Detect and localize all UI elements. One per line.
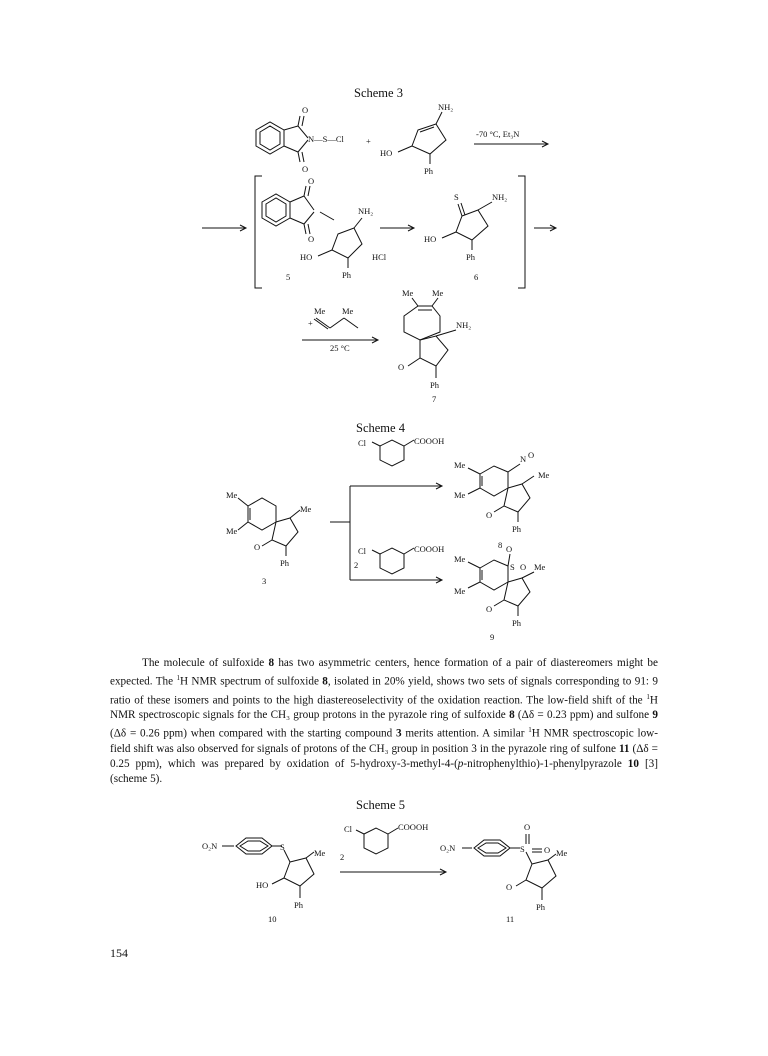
- svg-text:Me: Me: [226, 526, 238, 536]
- svg-text:7: 7: [432, 394, 437, 404]
- svg-text:NH₂: NH₂: [358, 206, 374, 216]
- svg-text:O: O: [506, 882, 513, 892]
- svg-text:N—S—Cl: N—S—Cl: [308, 134, 344, 144]
- svg-text:Cl: Cl: [358, 546, 367, 556]
- svg-text:Cl: Cl: [358, 438, 367, 448]
- page-number: 154: [110, 946, 128, 960]
- svg-text:O: O: [398, 362, 405, 372]
- svg-text:-70 °C, Et₃N: -70 °C, Et₃N: [476, 129, 520, 139]
- svg-text:Ph: Ph: [430, 380, 439, 390]
- svg-text:COOOH: COOOH: [414, 544, 445, 554]
- scheme3-figure: [0, 100, 768, 410]
- svg-text:NH₂: NH₂: [456, 320, 472, 330]
- svg-text:COOOH: COOOH: [414, 436, 445, 446]
- svg-text:Ph: Ph: [424, 166, 433, 176]
- svg-text:HO: HO: [380, 148, 393, 158]
- svg-text:HO: HO: [300, 252, 313, 262]
- svg-text:O: O: [486, 604, 493, 614]
- svg-text:O: O: [302, 105, 309, 115]
- svg-text:Ph: Ph: [512, 618, 521, 628]
- scheme5-title: Scheme 5: [356, 798, 405, 812]
- svg-text:O₂N: O₂N: [202, 841, 218, 851]
- svg-text:COOOH: COOOH: [398, 822, 429, 832]
- svg-text:NH₂: NH₂: [492, 192, 508, 202]
- svg-text:Cl: Cl: [344, 824, 353, 834]
- svg-text:S: S: [280, 842, 285, 852]
- svg-text:Me: Me: [226, 490, 238, 500]
- svg-text:3: 3: [262, 576, 267, 586]
- svg-text:9: 9: [490, 632, 495, 642]
- svg-text:Me: Me: [454, 460, 466, 470]
- svg-text:+: +: [366, 136, 371, 146]
- svg-text:11: 11: [506, 914, 515, 924]
- svg-text:Me: Me: [300, 504, 312, 514]
- svg-text:S: S: [454, 192, 459, 202]
- svg-text:N: N: [520, 454, 527, 464]
- svg-text:O: O: [544, 845, 551, 855]
- svg-text:Me: Me: [454, 490, 466, 500]
- svg-text:2: 2: [354, 560, 359, 570]
- svg-text:O: O: [506, 544, 513, 554]
- svg-text:+: +: [308, 318, 313, 328]
- svg-text:O: O: [254, 542, 261, 552]
- scheme4-figure: [0, 436, 768, 646]
- svg-text:O: O: [528, 450, 535, 460]
- svg-text:S: S: [510, 562, 515, 572]
- svg-text:O: O: [486, 510, 493, 520]
- svg-text:10: 10: [268, 914, 277, 924]
- svg-text:Me: Me: [534, 562, 546, 572]
- svg-text:Ph: Ph: [536, 902, 545, 912]
- svg-text:Ph: Ph: [466, 252, 475, 262]
- svg-text:O: O: [520, 562, 527, 572]
- svg-text:S: S: [520, 844, 525, 854]
- scheme5-figure: [0, 816, 768, 932]
- svg-text:8: 8: [498, 540, 503, 550]
- svg-text:Me: Me: [454, 554, 466, 564]
- body-paragraph: The molecule of sulfoxide 8 has two asymmetric centers, hence formation of a pair of diastereomers might be expected. The $^1$H NMR spectrum of sulfoxide 8, isolated in 20% yield, shows two sets of signals corresponding to 91: 9 ratio of these isomers and points to the high diastereoselectivity of the oxidation reaction. The low-field shift of the $^1$H NMR spectroscopic signals for the CH₃ group protons in the pyrazole ring of sulfoxide 8 (Δδ = 0.23 ppm) and sulfone 9 (Δδ = 0.26 ppm) when compared with the starting compound 3 merits attention. A similar $^1$H NMR spectroscopic low-field shift was also observed for signals of protons of the CH₃ group in position 3 in the pyrazole ring of sulfone 11 (Δδ = 0.25 ppm), which was prepared by oxidation of 5-hydroxy-3-methyl-4-(p-nitrophenylthio)-1-phenylpyrazole 10 [3] (scheme 5).: [110, 657, 658, 786]
- svg-text:5: 5: [286, 272, 291, 282]
- svg-text:25 °C: 25 °C: [330, 343, 350, 353]
- svg-text:6: 6: [474, 272, 479, 282]
- scheme4-title: Scheme 4: [356, 421, 405, 435]
- svg-text:O: O: [524, 822, 531, 832]
- svg-text:Me: Me: [314, 848, 326, 858]
- svg-text:Me: Me: [556, 848, 568, 858]
- svg-text:NH₂: NH₂: [438, 102, 454, 112]
- svg-text:O: O: [308, 234, 315, 244]
- svg-text:Ph: Ph: [342, 270, 351, 280]
- svg-text:2: 2: [340, 852, 345, 862]
- svg-text:HCl: HCl: [372, 252, 387, 262]
- svg-text:Me: Me: [314, 306, 326, 316]
- svg-text:Me: Me: [402, 288, 414, 298]
- svg-text:HO: HO: [424, 234, 437, 244]
- svg-text:Ph: Ph: [512, 524, 521, 534]
- svg-text:Me: Me: [454, 586, 466, 596]
- svg-text:Me: Me: [342, 306, 354, 316]
- svg-text:HO: HO: [256, 880, 269, 890]
- svg-text:O: O: [308, 176, 315, 186]
- svg-text:Ph: Ph: [294, 900, 303, 910]
- svg-text:Me: Me: [432, 288, 444, 298]
- scheme3-title: Scheme 3: [354, 86, 403, 100]
- svg-text:Ph: Ph: [280, 558, 289, 568]
- svg-text:O: O: [302, 164, 309, 174]
- svg-text:Me: Me: [538, 470, 550, 480]
- svg-text:O₂N: O₂N: [440, 843, 456, 853]
